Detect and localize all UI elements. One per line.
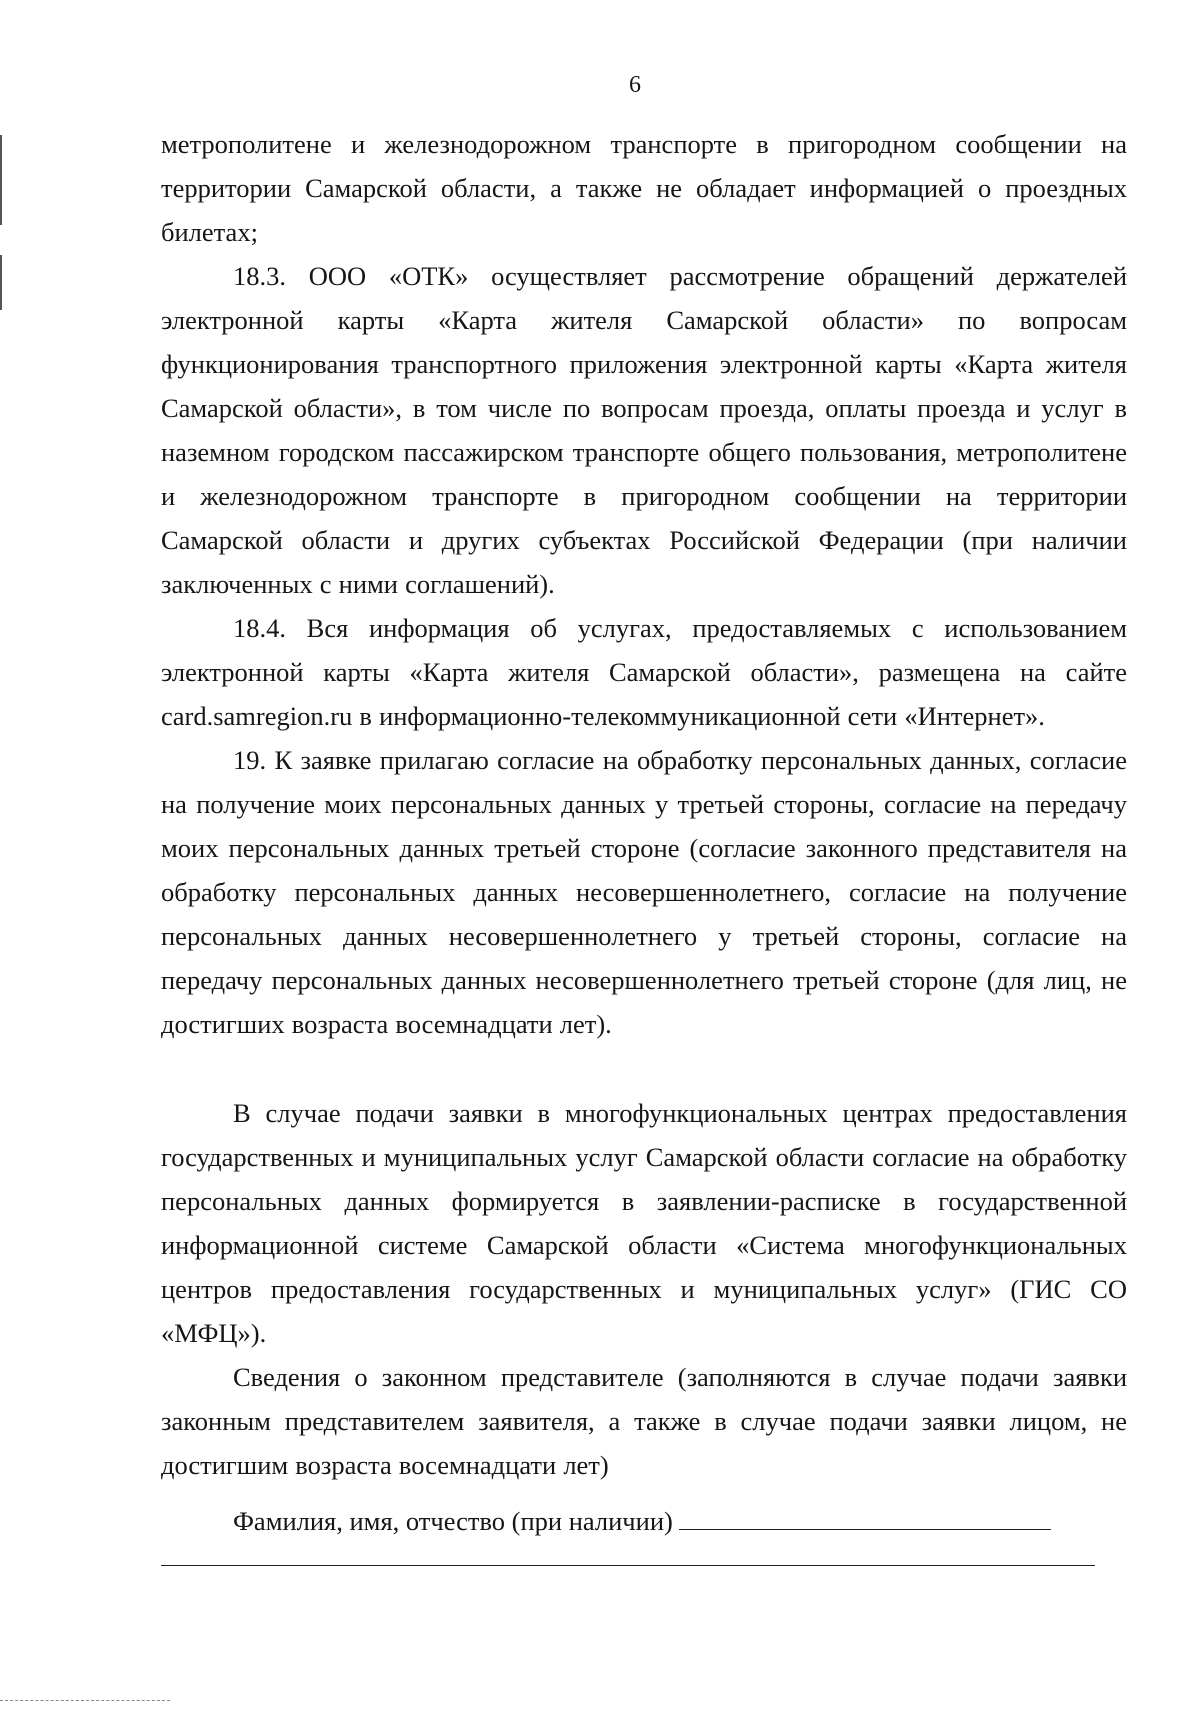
paragraph-19: 19. К заявке прилагаю согласие на обработку персональных данных, согласие на получение моих персональных данных у третьей стороны, согласие на передачу моих персональных данных третьей стороне (согласие законного представителя на обработку персональных данных несовершеннолетнего, согласие на получение персональных данных несовершеннолетнего у третьей стороны, согласие на передачу персональных данных несовершеннолетнего третьей стороне (для лиц, не достигших возраста восемнадцати лет). (161, 745, 1127, 1039)
page-number: 6 (629, 72, 641, 98)
paragraph-mfc: В случае подачи заявки в многофункциональных центрах предоставления государственных и муниципальных услуг Самарской области согласие на обработку персональных данных формируется в заявлении-расписке в государственной информационной системе Самарской области «Система многофункциональных центров предоставления государственных и муниципальных услуг» (ГИС СО «МФЦ»). (161, 1098, 1127, 1348)
paragraph-legal-representative: Сведения о законном представителе (заполняются в случае подачи заявки законным представителем заявителя, а также в случае подачи заявки лицом, не достигшим возраста восемнадцати лет) (161, 1362, 1127, 1480)
fio-field-row (233, 1499, 1051, 1543)
fio-continuation-line[interactable] (161, 1565, 1095, 1566)
paragraph-continuation: метрополитене и железнодорожном транспорте в пригородном сообщении на территории Самарской области, а также не обладает информацией о проездных билетах; (161, 129, 1127, 247)
fio-blank-line[interactable] (679, 1528, 1051, 1530)
fio-label: Фамилия, имя, отчество (при наличии) (233, 1506, 673, 1536)
scan-artifact-bottom (0, 1700, 170, 1701)
paragraph-18-3: 18.3. ООО «ОТК» осуществляет рассмотрение обращений держателей электронной карты «Карта жителя Самарской области» по вопросам функционирования транспортного приложения электронной карты «Карта жителя Самарской области», в том числе по вопросам проезда, оплаты проезда и услуг в наземном городском пассажирском транспорте общего пользования, метрополитене и железнодорожном транспорте в пригородном сообщении на территории Самарской области и других субъектах Российской Федерации (при наличии заключенных с ними соглашений). (161, 261, 1127, 599)
scan-artifact-left-2 (0, 255, 2, 310)
paragraph-18-4: 18.4. Вся информация об услугах, предоставляемых с использованием электронной карты «Карта жителя Самарской области», размещена на сайте card.samregion.ru в информационно-телекоммуникационной сети «Интернет». (161, 613, 1127, 731)
scan-artifact-left (0, 135, 2, 225)
